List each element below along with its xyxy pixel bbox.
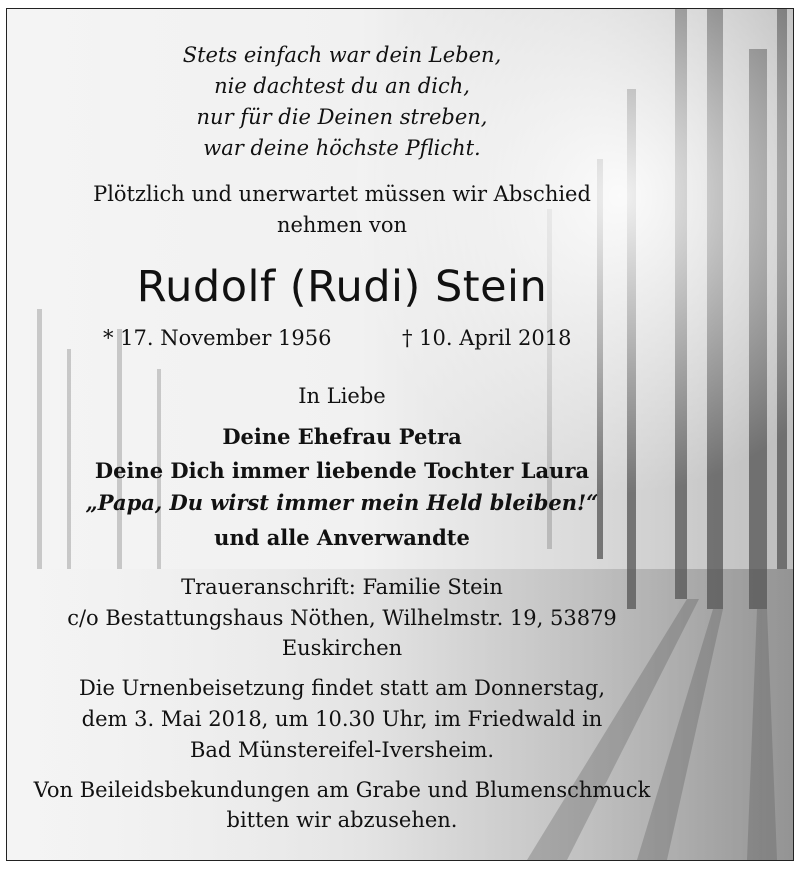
mourner-relatives: und alle Anverwandte — [214, 525, 470, 550]
birth-date: * 17. November 1956 — [103, 326, 332, 350]
closing-line: bitten wir abzusehen. — [226, 808, 458, 832]
poem-line: nur für die Deinen streben, — [196, 105, 488, 129]
funeral-line: Bad Münstereifel-Iversheim. — [189, 738, 495, 762]
mourner-daughter: Deine Dich immer liebende Tochter Laura — [94, 458, 590, 483]
poem-line: war deine höchste Pflicht. — [203, 136, 481, 160]
funeral-line: dem 3. Mai 2018, um 10.30 Uhr, im Friedwald in — [81, 707, 603, 731]
deceased-name: Rudolf (Rudi) Stein — [136, 262, 548, 312]
address-line: Traueranschrift: Familie Stein — [181, 575, 503, 599]
poem-line: nie dachtest du an dich, — [214, 74, 470, 98]
intro-line: nehmen von — [276, 213, 408, 237]
obituary-text — [7, 9, 793, 860]
closing-line: Von Beileidsbekundungen am Grabe und Blumenschmuck — [33, 778, 651, 802]
obituary-card — [6, 8, 794, 861]
address-line: c/o Bestattungshaus Nöthen, Wilhelmstr. 19, 53879 — [67, 606, 617, 630]
mourner-wife: Deine Ehefrau Petra — [222, 424, 462, 449]
address-line: Euskirchen — [281, 636, 403, 660]
death-date: † 10. April 2018 — [402, 326, 572, 350]
intro-line: Plötzlich und unerwartet müssen wir Abschied — [93, 182, 591, 206]
daughter-quote: „Papa, Du wirst immer mein Held bleiben!“ — [85, 490, 599, 515]
funeral-line: Die Urnenbeisetzung findet statt am Donnerstag, — [78, 676, 606, 700]
poem-line: Stets einfach war dein Leben, — [182, 43, 502, 67]
in-love-label: In Liebe — [298, 384, 386, 408]
